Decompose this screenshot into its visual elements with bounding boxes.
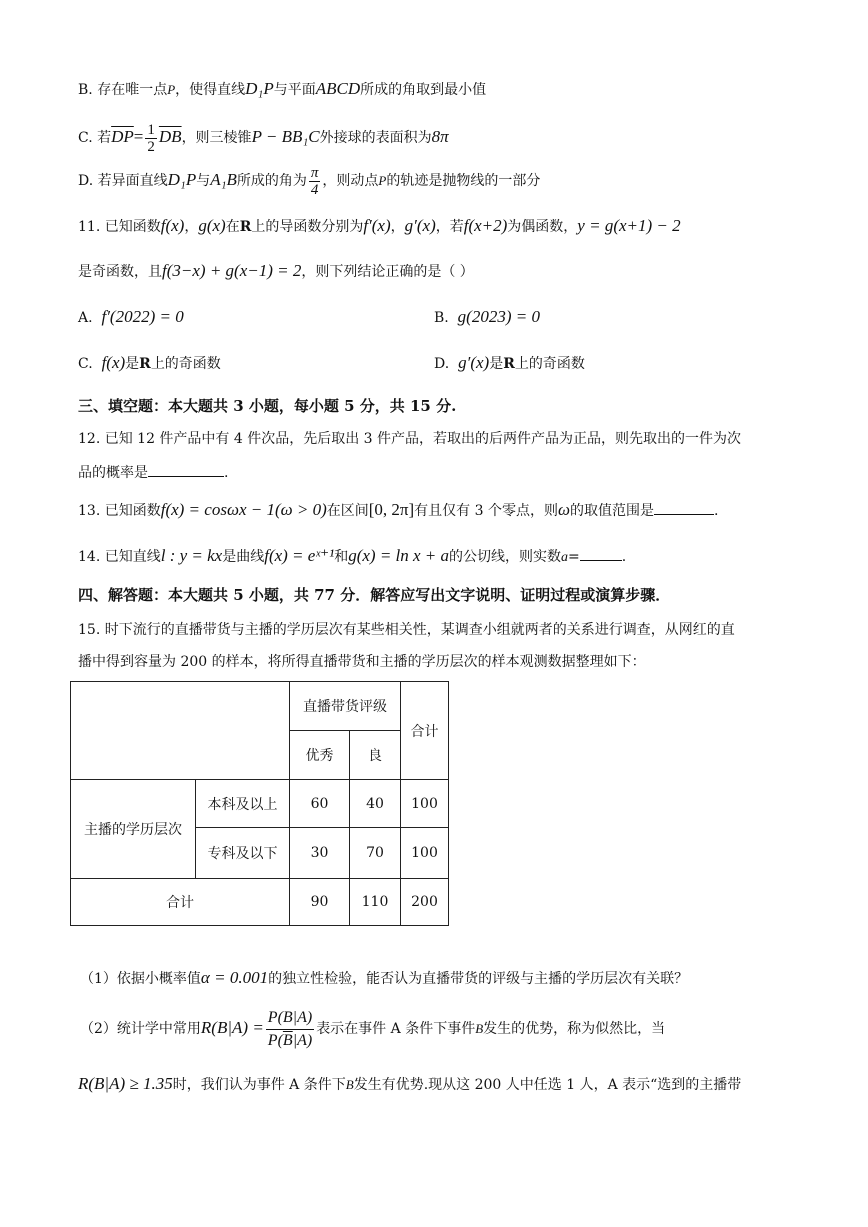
table-header-good: 良 [350,731,401,780]
table-cell: 40 [350,780,401,828]
table-cell: 60 [290,780,350,828]
table-total-row [71,879,449,926]
section-4-heading: 四、解答题：本大题共 5 小题，共 77 分．解答应写出文字说明、证明过程或演算步骤． [78,586,671,604]
table-cell: 30 [290,828,350,879]
q10-option-b: B. 存在唯一点P，使得直线D₁P与平面ABCD所成的角取到最小值 [78,79,487,98]
table-cell: 70 [350,828,401,879]
fraction-pi-over-4: $\frac{\pi}{4}$ [310,164,319,198]
table-row-label: 本科及以上 [196,780,290,828]
table-cell: 100 [401,828,449,879]
q11-option-c: C. f(x)是R上的奇函数 [78,353,221,372]
q12-line2: 品的概率是 . [78,462,228,483]
q11-stem-line1: 11. 已知函数f(x)，g(x)在R上的导函数分别为f′(x)，g′(x)，若f(x+2)为偶函数，y = g(x+1) − 2 [78,216,681,235]
table-header-excellent: 优秀 [290,731,350,780]
q15-part2-cont: R(B|A) ≥ 1.35时，我们认为事件 A 条件下B发生有优势.现从这 200 人中任选 1 人，A 表示“选到的主播带 [78,1074,742,1093]
answer-blank [580,546,622,561]
q15-part1: （1）依据小概率值α = 0.001的独立性检验，能否认为直播带货的评级与主播的学历层次有关联？ [80,968,689,987]
q14-line: 14. 已知直线l : y = kx是曲线f(x) = eˣ⁺¹和g(x) = ln x + a的公切线，则实数a= . [78,546,627,565]
table-row-group-label: 主播的学历层次 [71,780,196,879]
fraction-one-half: $\frac{1}{2}$ [147,121,155,155]
q15-line2: 播中得到容量为 200 的样本，将所得直播带货和主播的学历层次的样本观测数据整理如下： [78,654,646,670]
table-row [71,780,449,828]
q11-option-d: D. g′(x)是R上的奇函数 [434,353,585,372]
q13-line: 13. 已知函数f(x) = cosωx − 1(ω > 0)在区间[0, 2π]有且仅有 3 个零点，则ω的取值范围是 . [78,500,719,519]
q10-option-c: C. 若$\overline{DP}=$ $\frac{1}{2}$ $\overline{DB}$，则三棱锥P − BB₁C外接球的表面积为8π [78,121,449,155]
table-corner-cell [71,682,290,780]
answer-blank [148,462,224,477]
likelihood-ratio-fraction: $\frac{P(B|A)}{P(\overline{B}|A)}$ [267,1008,313,1049]
q11-stem-line2: 是奇函数，且f(3−x) + g(x−1) = 2，则下列结论正确的是（ ） [78,261,474,280]
q11-option-a: A. f′(2022) = 0 [78,307,184,326]
q10-option-d: D. 若异面直线D₁P与A₁B所成的角为 $\frac{\pi}{4}$ ，则动点P的轨迹是抛物线的一部分 [78,164,541,198]
answer-blank [654,500,714,515]
q15-line1: 15. 时下流行的直播带货与主播的学历层次有某些相关性，某调查小组就两者的关系进行调查，从网红的直 [78,622,735,638]
table-cell: 110 [350,879,401,926]
q12-line1: 12. 已知 12 件产品中有 4 件次品，先后取出 3 件产品，若取出的后两件产品为正品，则先取出的一件为次 [78,431,742,447]
table-row-label: 专科及以下 [196,828,290,879]
q15-part2: （2）统计学中常用R(B|A) = $\frac{P(B|A)}{P(\overline{B}|A)}$ 表示在事件 A 条件下事件B发生的优势，称为似然比，当 [80,1003,665,1054]
q11-option-b: B. g(2023) = 0 [434,307,540,326]
table-header-total: 合计 [401,682,449,780]
table-cell: 90 [290,879,350,926]
table-cell: 200 [401,879,449,926]
contingency-table [70,681,449,926]
section-3-heading: 三、填空题：本大题共 3 小题，每小题 5 分，共 15 分. [78,397,457,415]
table-cell: 100 [401,780,449,828]
table-header-rating: 直播带货评级 [290,682,401,731]
table-row-label: 合计 [71,879,290,926]
